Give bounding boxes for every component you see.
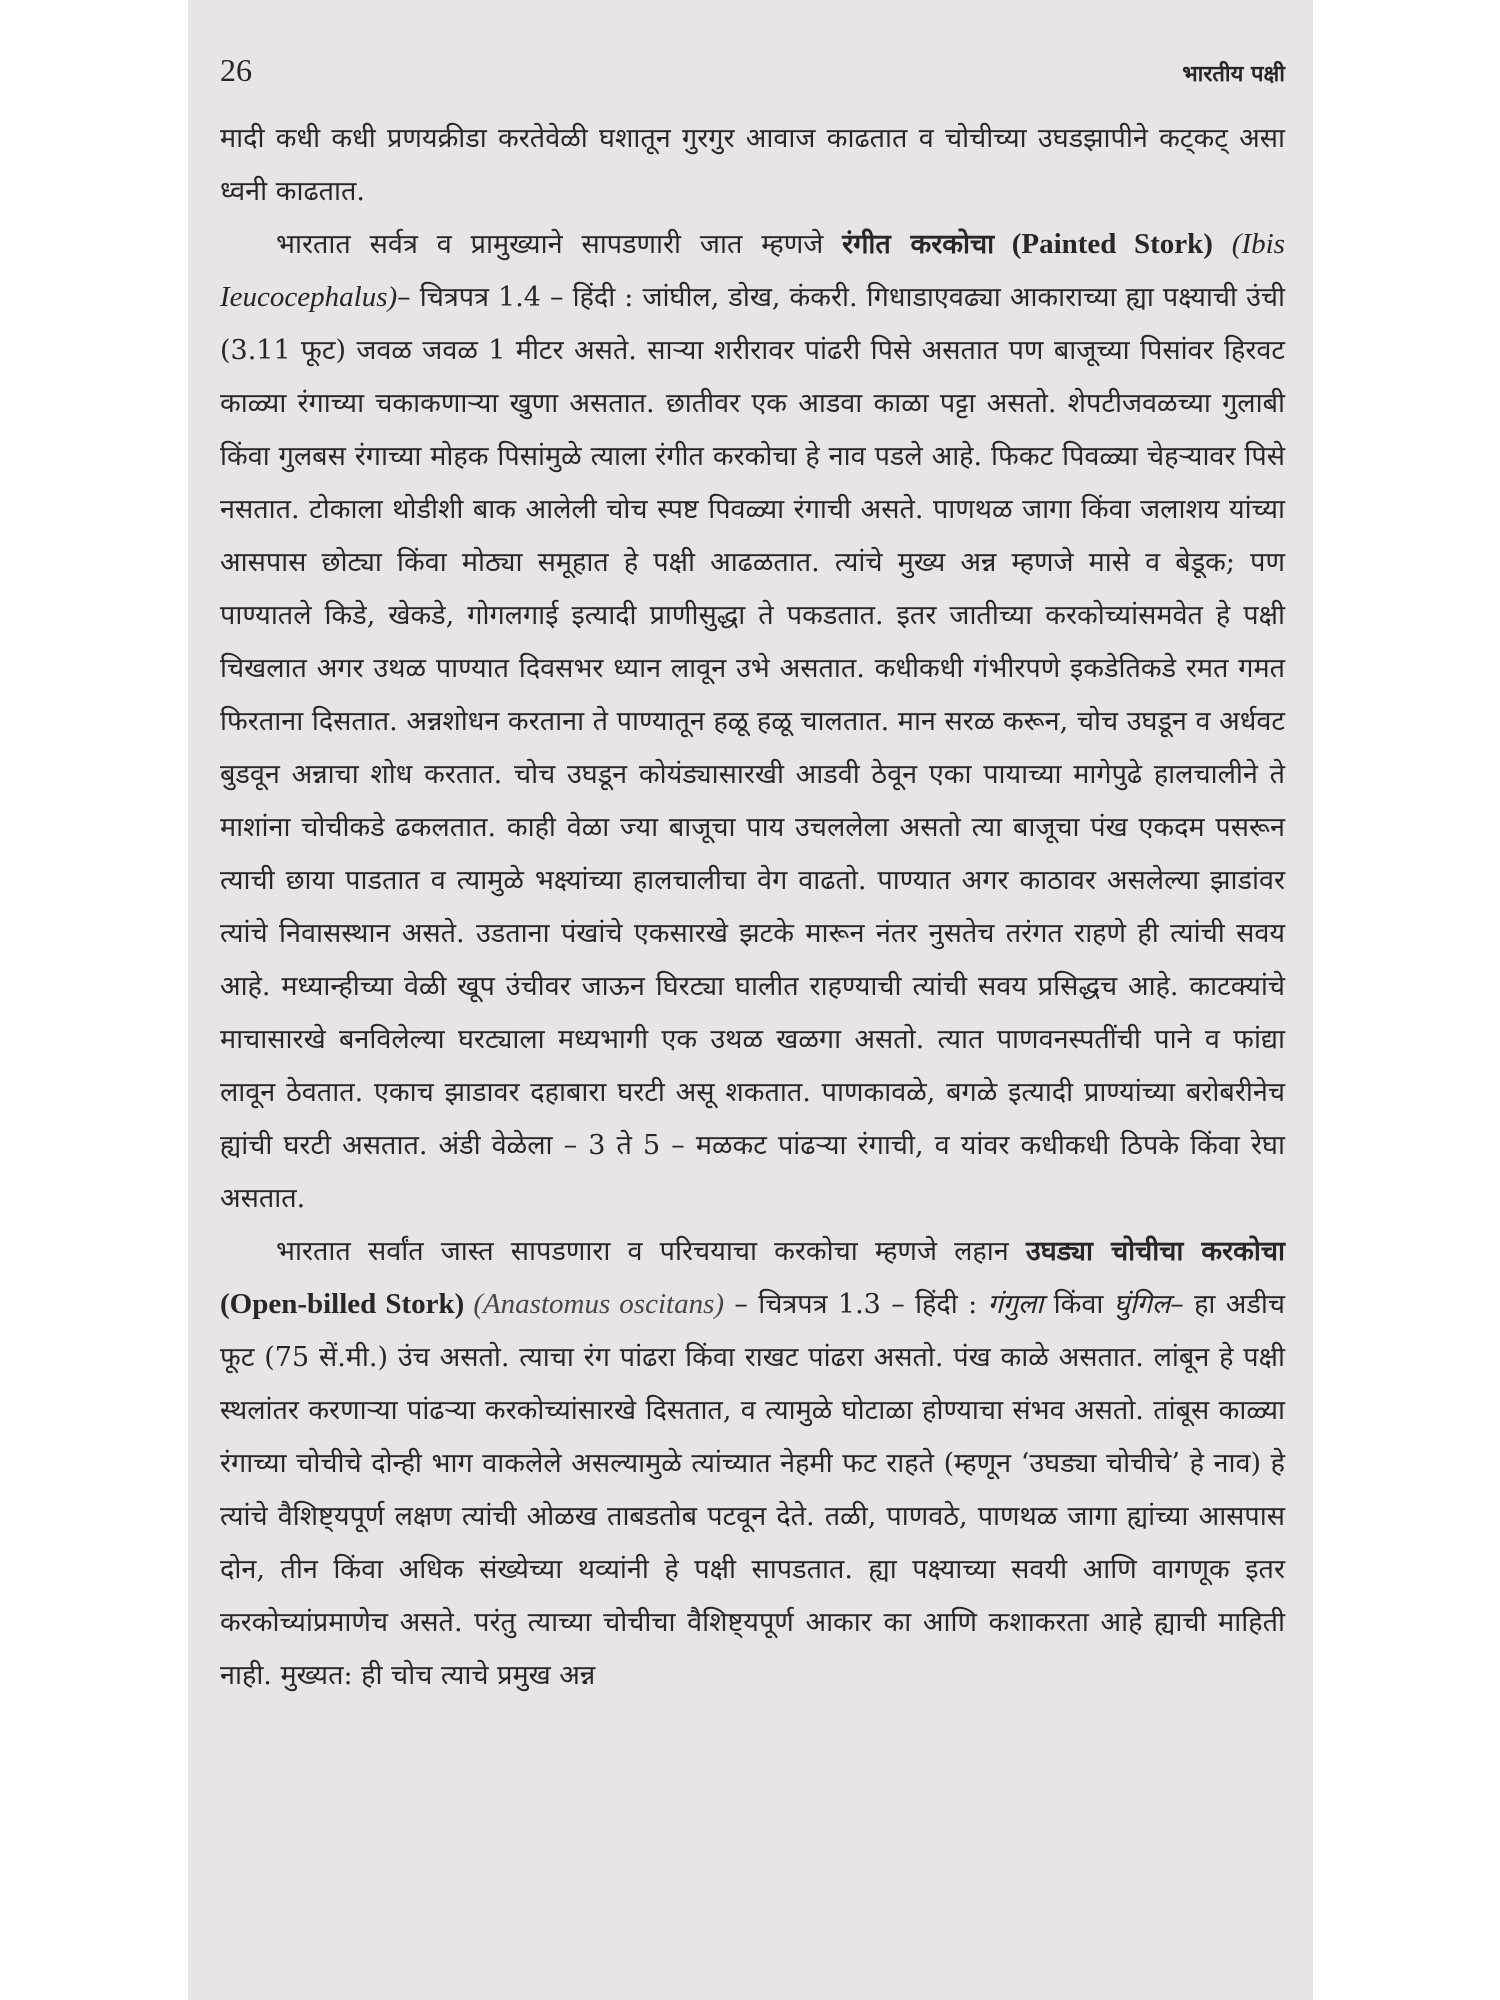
paragraph-1: मादी कधी कधी प्रणयक्रीडा करतेवेळी घशातून गुरगुर आवाज काढतात व चोचीच्या उघडझापीने कट्‌कट्‌ असा ध्वनी काढतात. (220, 123, 1285, 207)
hindi-name-gangula: गंगुला (987, 1289, 1044, 1320)
painted-stork-name-english: (Painted Stork) (994, 228, 1213, 260)
hindi-name-ghungil: घुंगिल (1113, 1289, 1171, 1320)
or-word: किंवा (1043, 1289, 1114, 1320)
painted-stork-scientific-name: (Ibis Ieucocephalus) (220, 228, 1285, 313)
page-number: 26 (220, 52, 252, 88)
book-page (188, 0, 1313, 2000)
page-header (220, 52, 1285, 92)
running-title: भारतीय पक्षी (1182, 61, 1285, 87)
open-billed-stork-name-english: (Open-billed Stork) (220, 1288, 465, 1320)
paragraph-open-billed-stork (220, 1225, 1285, 1702)
page-body (220, 112, 1285, 1702)
para2-intro: भारतात सर्वत्र व प्रामुख्याने सापडणारी जात म्हणजे (276, 229, 843, 260)
open-billed-stork-scientific-name: (Anastomus oscitans) (464, 1288, 725, 1320)
para3-body: – हा अडीच फूट (75 सें.मी.) उंच असतो. त्याचा रंग पांढरा किंवा राखट पांढरा असतो. पंख काळे असतात. लांबून हे पक्षी स्थलांतर करणाऱ्या पांढऱ्या करकोच्यांसारखे दिसतात, व त्यामुळे घोटाळा होण्याचा संभव असतो. तांबूस काळ्या रंगाच्या चोचीचे दोन्ही भाग वाकलेले असल्यामुळे त्यांच्यात नेहमी फट राहते (म्हणून ‘उघड्या चोचीचे’ हे नाव) हे त्यांचे वैशिष्ट्यपूर्ण लक्षण त्यांची ओळख ताबडतोब पटवून देते. तळी, पाणवठे, पाणथळ जागा ह्यांच्या आसपास दोन, तीन किंवा अधिक संख्येच्या थव्यांनी हे पक्षी सापडतात. ह्या पक्ष्याच्या सवयी आणि वागणूक इतर करकोच्यांप्रमाणेच असते. परंतु त्याच्या चोचीचा वैशिष्ट्यपूर्ण आकार का आणि कशाकरता आहे ह्याची माहिती नाही. मुख्यत: ही चोच त्याचे प्रमुख अन्न (220, 1289, 1285, 1691)
open-billed-stork-name-marathi: उघड्या चोचीचा करकोचा (1025, 1236, 1285, 1267)
paragraph-painted-stork (220, 218, 1285, 1225)
para3-intro: भारतात सर्वांत जास्त सापडणारा व परिचयाचा करकोचा म्हणजे लहान (276, 1236, 1026, 1267)
painted-stork-name-marathi: रंगीत करकोचा (842, 229, 995, 260)
para3-plate: – चित्रपत्र 1.3 – हिंदी : (724, 1289, 988, 1320)
para2-body: – चित्रपत्र 1.4 – हिंदी : जांघील, डोख, कंकरी. गिधाडाएवढ्या आकाराच्या ह्या पक्ष्याची उंची (3.11 फूट) जवळ जवळ 1 मीटर असते. साऱ्या शरीरावर पांढरी पिसे असतात पण बाजूच्या पिसांवर हिरवट काळ्या रंगाच्या चकाकणाऱ्या खुणा असतात. छातीवर एक आडवा काळा पट्टा असतो. शेपटीजवळच्या गुलाबी किंवा गुलबस रंगाच्या मोहक पिसांमुळे त्याला रंगीत करकोचा हे नाव पडले आहे. फिकट पिवळ्या चेहऱ्यावर पिसे नसतात. टोकाला थोडीशी बाक आलेली चोच स्पष्ट पिवळ्या रंगाची असते. पाणथळ जागा किंवा जलाशय यांच्या आसपास छोट्या किंवा मोठ्या समूहात हे पक्षी आढळतात. त्यांचे मुख्य अन्न म्हणजे मासे व बेडूक; पण पाण्यातले किडे, खेकडे, गोगलगाई इत्यादी प्राणीसुद्धा ते पकडतात. इतर जातीच्या करकोच्यांसमवेत हे पक्षी चिखलात अगर उथळ पाण्यात दिवसभर ध्यान लावून उभे असतात. कधीकधी गंभीरपणे इकडेतिकडे रमत गमत फिरताना दिसतात. अन्नशोधन करताना ते पाण्यातून हळू हळू चालतात. मान सरळ करून, चोच उघडून व अर्धवट बुडवून अन्नाचा शोध करतात. चोच उघडून कोयंड्यासारखी आडवी ठेवून एका पायाच्या मागेपुढे हालचालीने ते माशांना चोचीकडे ढकलतात. काही वेळा ज्या बाजूचा पाय उचललेला असतो त्या बाजूचा पंख एकदम पसरून त्याची छाया पाडतात व त्यामुळे भक्ष्यांच्या हालचालीचा वेग वाढतो. पाण्यात अगर काठावर असलेल्या झाडांवर त्यांचे निवासस्थान असते. उडताना पंखांचे एकसारखे झटके मारून नंतर नुसतेच तरंगत राहणे ही त्यांची सवय आहे. मध्यान्हीच्या वेळी खूप उंचीवर जाऊन घिरट्या घालीत राहण्याची त्यांची सवय प्रसिद्धच आहे. काटक्यांचे माचासारखे बनविलेल्या घरट्याला मध्यभागी एक उथळ खळगा असतो. त्यात पाणवनस्पतींची पाने व फांद्या लावून ठेवतात. एकाच झाडावर दहाबारा घरटी असू शकतात. पाणकावळे, बगळे इत्यादी प्राण्यांच्या बरोबरीनेच ह्यांची घरटी असतात. अंडी वेळेला – 3 ते 5 – मळकट पांढऱ्या रंगाची, व यांवर कधीकधी ठिपके किंवा रेघा असतात. (220, 282, 1285, 1214)
